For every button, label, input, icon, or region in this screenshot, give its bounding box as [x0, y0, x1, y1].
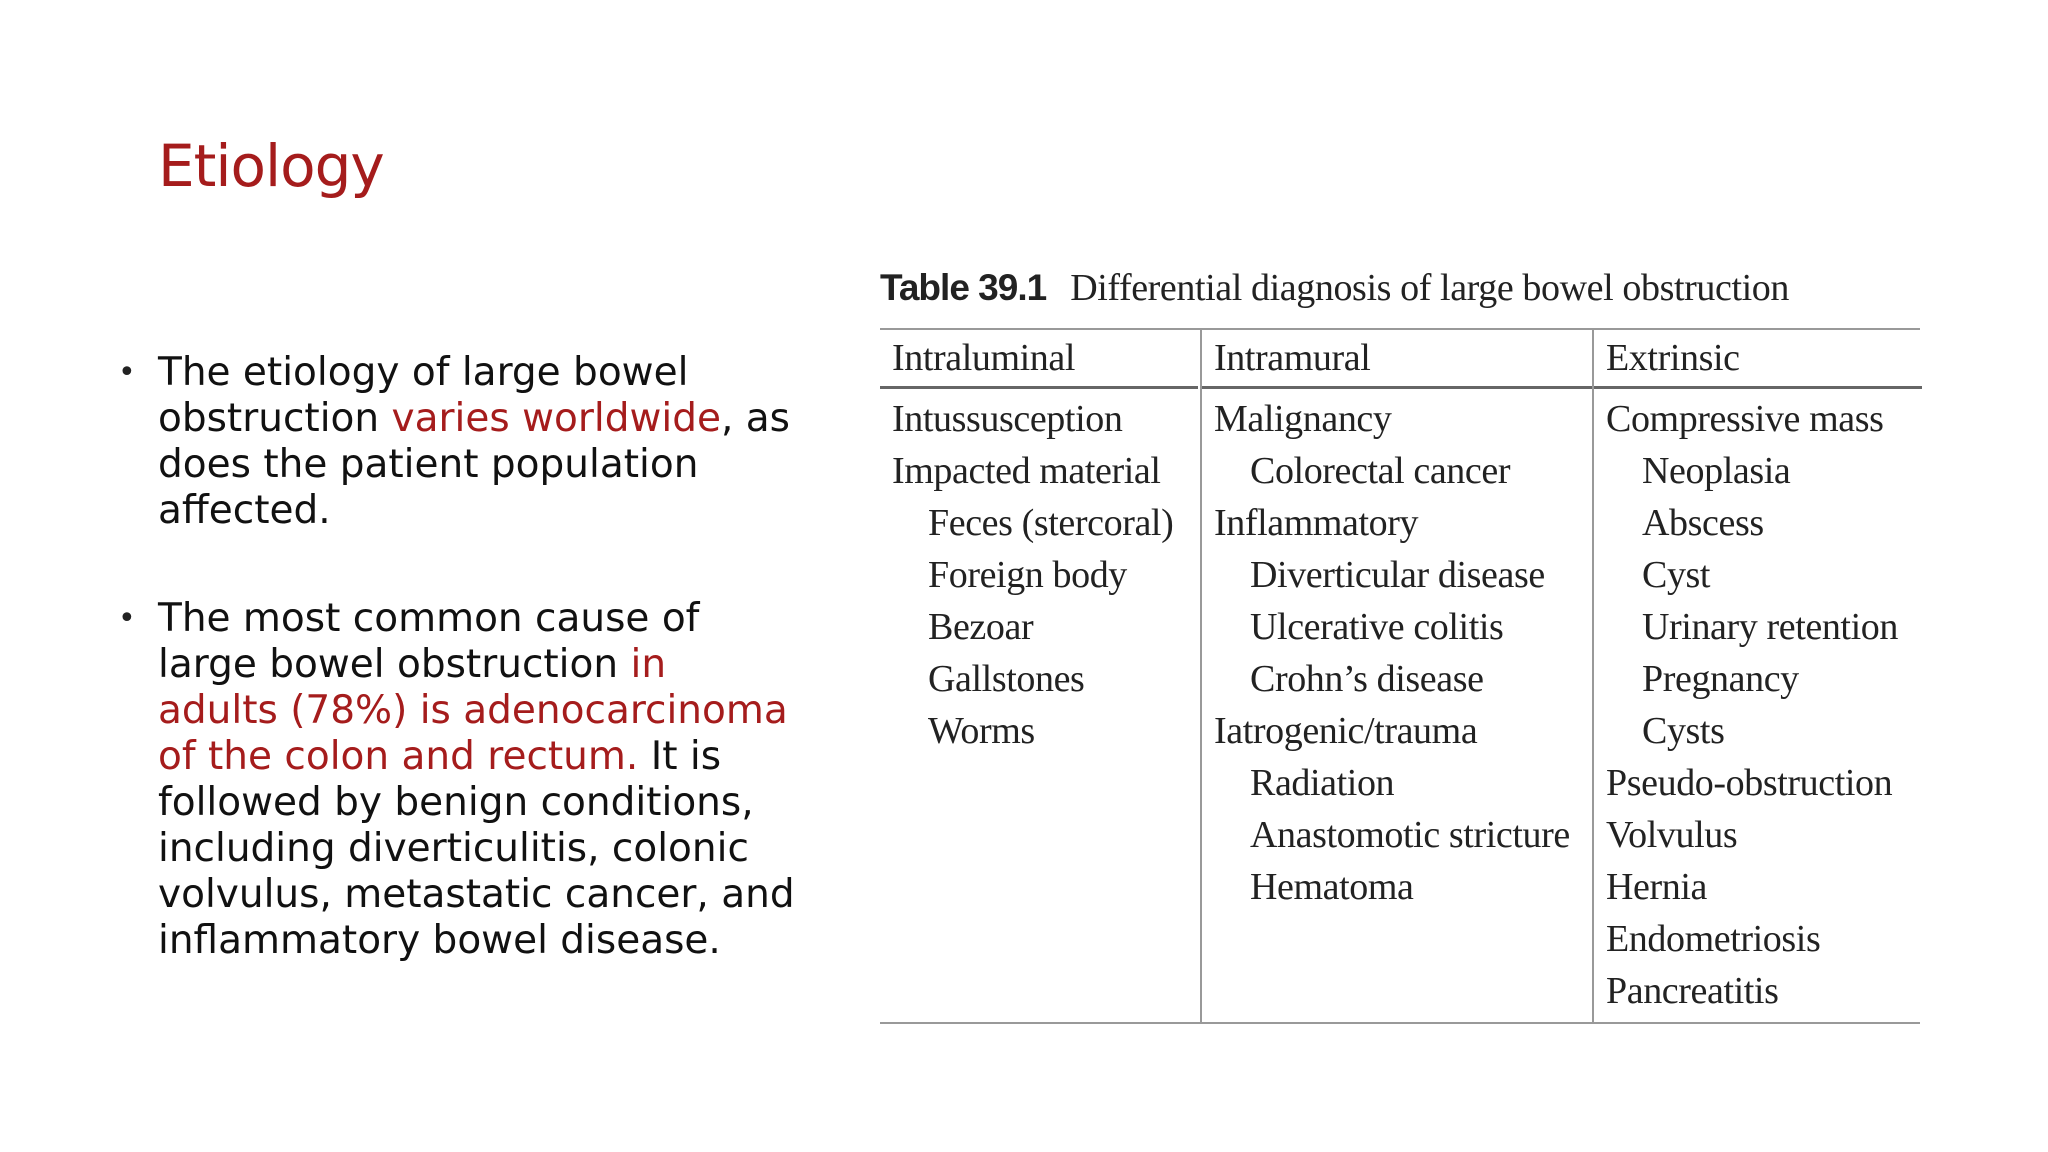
- table-cell: Cysts: [1642, 710, 1725, 752]
- table-cell: Hernia: [1606, 866, 1707, 908]
- table-caption: [880, 262, 1920, 314]
- table-cell: Bezoar: [928, 606, 1034, 648]
- table-column-intraluminal: [880, 330, 1198, 1022]
- table-cell: Impacted material: [892, 450, 1161, 492]
- table-column-intramural: [1200, 330, 1592, 1022]
- differential-table-figure: [880, 262, 1920, 1024]
- table-caption-text: Differential diagnosis of large bowel obstruction: [1070, 267, 1789, 309]
- column-header: Extrinsic: [1594, 330, 1922, 389]
- table-cell: Urinary retention: [1642, 606, 1898, 648]
- table-cell: Ulcerative colitis: [1250, 606, 1504, 648]
- table-cell: Feces (stercoral): [928, 502, 1174, 544]
- table-cell: Iatrogenic/trauma: [1214, 710, 1478, 752]
- table-cell: Colorectal cancer: [1250, 450, 1511, 492]
- differential-table: [880, 328, 1920, 1024]
- table-cell: Endometriosis: [1606, 918, 1821, 960]
- table-cell: Pancreatitis: [1606, 970, 1779, 1012]
- table-cell: Abscess: [1642, 502, 1764, 544]
- table-cell: Intussusception: [892, 398, 1123, 440]
- table-cell: Neoplasia: [1642, 450, 1791, 492]
- column-header: Intraluminal: [880, 330, 1198, 389]
- table-cell: Gallstones: [928, 658, 1085, 700]
- bullet-item: [118, 350, 798, 534]
- bullet-icon: •: [118, 601, 136, 636]
- column-rows: [880, 389, 1198, 757]
- table-cell: Crohn’s disease: [1250, 658, 1484, 700]
- bullet-list: [118, 350, 798, 1026]
- table-cell: Pregnancy: [1642, 658, 1799, 700]
- column-rows: [1594, 389, 1922, 1017]
- table-cell: Worms: [928, 710, 1035, 752]
- table-column-extrinsic: [1592, 330, 1922, 1022]
- bullet-text: The etiology of large bowel obstruction: [158, 350, 689, 441]
- column-header: Intramural: [1202, 330, 1592, 389]
- bullet-highlight: varies worldwide: [391, 396, 721, 441]
- bullet-highlight: in adults (78%) is adenocarcinoma of the colon and rectum.: [158, 642, 788, 779]
- table-cell: Cyst: [1642, 554, 1711, 596]
- table-number: Table 39.1: [880, 267, 1047, 308]
- bullet-text: , as does the patient population affected.: [158, 396, 790, 533]
- table-cell: Anastomotic stricture: [1250, 814, 1570, 856]
- table-cell: Inflammatory: [1214, 502, 1419, 544]
- table-cell: Pseudo-obstruction: [1606, 762, 1893, 804]
- table-cell: Malignancy: [1214, 398, 1392, 440]
- table-cell: Volvulus: [1606, 814, 1738, 856]
- table-cell: Radiation: [1250, 762, 1395, 804]
- slide-title: Etiology: [158, 132, 384, 200]
- table-cell: Hematoma: [1250, 866, 1414, 908]
- bullet-item: [118, 596, 798, 964]
- bullet-icon: •: [118, 355, 136, 390]
- bullet-text: The most common cause of large bowel obstruction: [158, 596, 700, 687]
- column-rows: [1202, 389, 1592, 913]
- table-cell: Foreign body: [928, 554, 1127, 596]
- table-cell: Diverticular disease: [1250, 554, 1545, 596]
- bullet-text: It is followed by benign conditions, including diverticulitis, colonic volvulus, metastatic cancer, and inflammatory bowel disease.: [158, 734, 795, 963]
- table-cell: Compressive mass: [1606, 398, 1884, 440]
